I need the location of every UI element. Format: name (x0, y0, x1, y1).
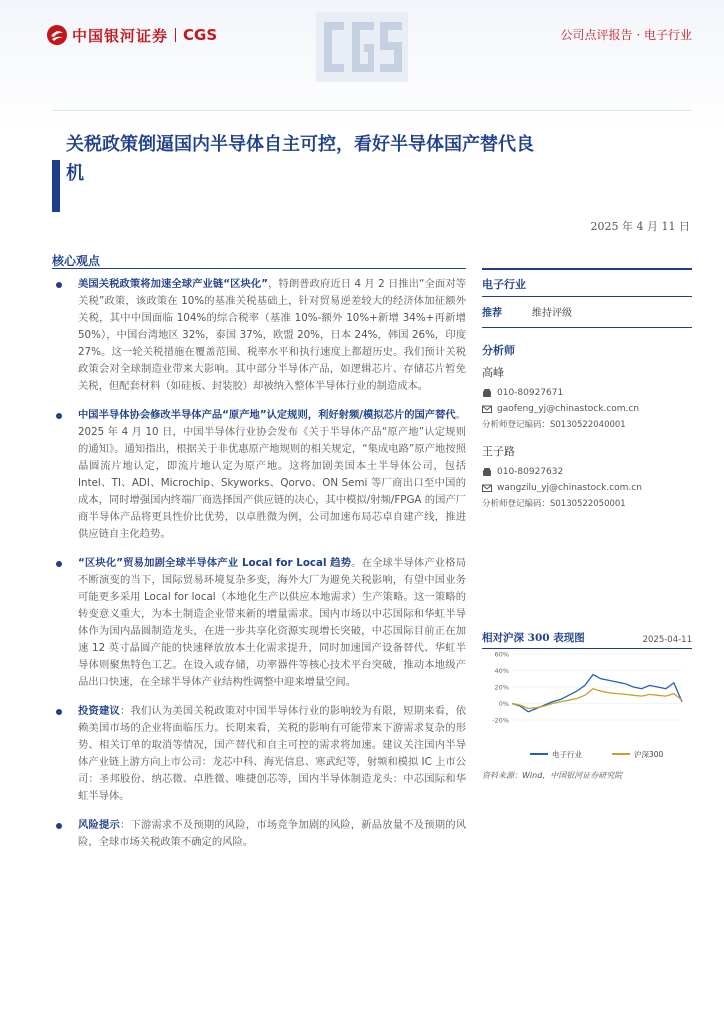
logo-english-name: CGS (183, 26, 218, 44)
email-icon (482, 483, 492, 493)
chart-date: 2025-04-11 (642, 635, 692, 645)
analyst-name: 王子路 (482, 445, 515, 458)
report-title: 关税政策倒逼国内半导体自主可控，看好半导体国产替代良机 (66, 134, 534, 184)
bullet-icon (56, 413, 62, 419)
report-type-label: 公司点评报告 · 电子行业 (560, 28, 692, 42)
bullet-icon (56, 823, 62, 829)
point-highlight: 投资建议 (78, 705, 120, 717)
analyst-card (482, 364, 692, 433)
logo-mark-icon (46, 24, 68, 46)
y-tick-label: 20% (494, 683, 509, 692)
point-highlight: 美国关税政策将加速全球产业链“区块化” (78, 278, 269, 290)
rating-row (482, 296, 692, 328)
y-tick-label: 0% (498, 700, 509, 708)
analyst-registration: 分析师登记编码：S0130522040001 (482, 420, 626, 430)
series-line-0 (512, 675, 682, 712)
legend-label: 电子行业 (552, 750, 582, 759)
point-text: ：我们认为美国关税政策对中国半导体行业的影响较为有限，短期来看，依赖美国市场的企业将面临压力。长期来看，关税的影响有可能带来下游需求复杂的形势、相关订单的取消等情况，国产替代和自主可控的需求将加速。建议关注国内半导体产业链上游方向上市公司：龙芯中科、海光信息、寒武纪等，射频和模拟 IC 上市公司：圣邦股份、纳芯微、卓胜微、唯捷创芯等，国内半导体制造龙头：中芯国际和华虹半导体。 (78, 705, 467, 802)
logo-chinese-name: 中国银河证券 (72, 26, 169, 45)
analyst-email[interactable]: wangzilu_yj@chinastock.com.cn (497, 483, 642, 493)
analyst-name: 高峰 (482, 366, 504, 379)
title-accent-bar (52, 160, 60, 212)
rating-value: 维持评级 (532, 308, 572, 319)
core-views-heading: 核心观点 (52, 254, 101, 268)
point-highlight: 中国半导体协会修改半导体产品“原产地”认定规则，利好射频/模拟芯片的国产替代 (78, 409, 456, 421)
analysts-heading: 分析师 (482, 344, 515, 357)
legend-label: 沪深300 (634, 750, 664, 759)
point-text: 。2025 年 4 月 10 日，中国半导体行业协会发布《关于半导体产品“原产地”认定规则的通知》。通知指出，根据关于非优惠原产地规则的相关规定，“集成电路”原产地按照晶圆流片地认定，即流片地认定为原产地。这将加剧美国本土半导体公司，包括 Intel、TI、ADI、Microchip、Skyworks、Qorvo、ON Semi 等厂商出口至中国的成本，同时增强国内终端厂商选择国产供应链的决心，其中模拟/射频/FPGA 的国产厂商半导体产品将更具性价比优势，以卓胜微为例，公司加速布局芯卓自建产线，推进供应链自主化趋势。 (78, 409, 466, 540)
point-highlight: “区块化”贸易加剧全球半导体产业 Local for Local 趋势 (78, 557, 352, 569)
bullet-icon (56, 709, 62, 715)
chart-source: 资料来源：Wind，中国银河证券研究院 (482, 771, 623, 780)
cgs-watermark-graphic (316, 12, 408, 82)
sidebar (482, 268, 692, 512)
rating-label: 推荐 (482, 308, 502, 319)
industry-heading: 电子行业 (482, 268, 692, 296)
chart-header (482, 630, 692, 649)
analyst-phone-row (482, 464, 692, 480)
point-text: ，特朗普政府近日 4 月 2 日推出“全面对等关税”政策，该政策在 10%的基准关税基础上，针对贸易逆差较大的经济体加征额外关税，其中中国面临 104%的综合税率（基准 10%-额外 10%+新增 34%+再新增 50%），中国台湾地区 32%，泰国 37%，欧盟 20%，日本 24%，韩国 26%，印度 27%。这一轮关税措施在覆盖范围、税率水平和执行速度上都超历史。我们预计关税政策会对全球制造业带来大影响。其中部分半导体产品，如逻辑芯片、存储芯片暂免关税，但配套材料（如硅板、封装胶）却被纳入整体半导体行业的制造成本。 (78, 278, 466, 392)
analyst-email[interactable]: gaofeng_yj@chinastock.com.cn (497, 404, 640, 414)
chart-title: 相对沪深 300 表现图 (482, 632, 585, 644)
analyst-registration: 分析师登记编码：S0130522050001 (482, 499, 626, 509)
bullet-icon (56, 282, 62, 288)
point-text: 。在全球半导体产业格局不断演变的当下，国际贸易环境复杂多变，海外大厂为避免关税影响，有望中国业务可能更多采用 Local for local（本地化生产以供应本地需求）生产策略。这一策略的转变意义重大，为本土制造企业带来新的增量需求。国内市场以中芯国际和华虹半导体作为国内晶圆制造龙头，在进一步共享化资源实现增长突破，中芯国际目前正在加速 12 英寸晶圆产能的快速释放放本土化需求提升，同时加速国产设备替代、华虹半导体则聚焦特色工艺。在设入或存储，功率器件等核心技术平台突破，推动本地级产品出口快速，在全球半导体产业结构性调整中迎来增量空间。 (78, 557, 466, 688)
analyst-email-row (482, 480, 692, 496)
header-divider (52, 110, 692, 111)
analyst-email-row (482, 401, 692, 417)
relative-performance-chart (482, 648, 692, 774)
core-point (52, 555, 466, 691)
core-point (52, 276, 466, 395)
analyst-phone: 010-80927632 (497, 467, 564, 477)
phone-icon (482, 388, 492, 398)
phone-icon (482, 467, 492, 477)
y-tick-label: 60% (494, 650, 509, 659)
core-point (52, 407, 466, 543)
core-views-rule (52, 268, 466, 269)
series-line-1 (512, 689, 682, 709)
core-point (52, 703, 466, 805)
logo-separator (175, 28, 176, 42)
analyst-phone-row (482, 385, 692, 401)
email-icon (482, 404, 492, 414)
company-logo (46, 24, 217, 46)
bullet-icon (56, 561, 62, 567)
analyst-card (482, 443, 692, 512)
point-highlight: 风险提示 (78, 819, 120, 831)
report-date: 2025 年 4 月 11 日 (590, 220, 690, 233)
analyst-phone: 010-80927671 (497, 388, 564, 398)
y-tick-label: -20% (492, 716, 509, 725)
core-views-list (52, 276, 466, 863)
core-point (52, 817, 466, 851)
point-text: ：下游需求不及预期的风险，市场竞争加剧的风险，新品放量不及预期的风险，全球市场关税政策不确定的风险。 (78, 819, 467, 848)
y-tick-label: 40% (494, 667, 509, 675)
